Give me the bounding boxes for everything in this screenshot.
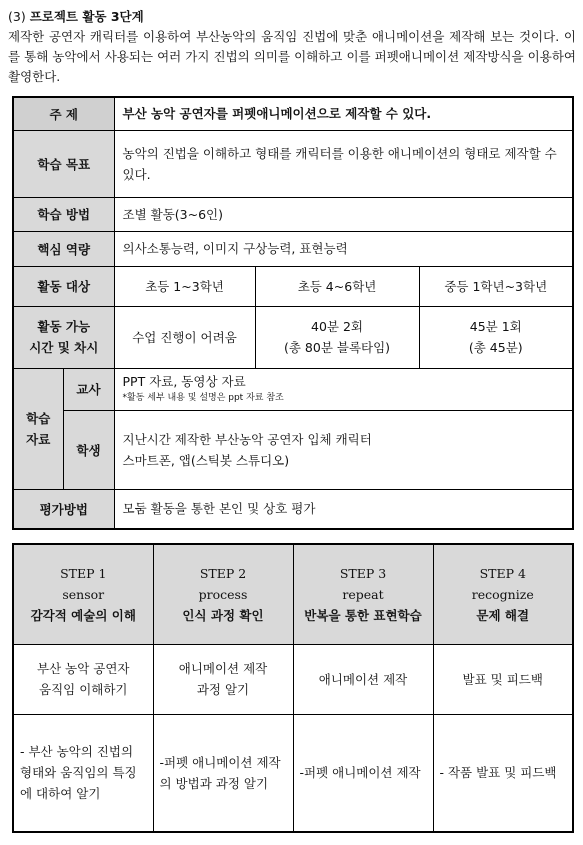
step-3-english: repeat <box>342 586 384 602</box>
row-topic <box>13 97 573 130</box>
step-3-detail: -퍼펫 애니메이션 제작 <box>293 714 433 832</box>
time-label-line1: 활동 가능 <box>37 319 91 334</box>
time-middle-line1: 45분 1회 <box>469 319 522 334</box>
student-value <box>114 410 573 489</box>
section-heading <box>8 7 144 25</box>
student-material-line1: 지난시간 제작한 부산농악 공연자 입체 캐릭터 <box>122 431 372 447</box>
topic-label: 주 제 <box>13 97 114 130</box>
step-1-korean: 감각적 예술의 이해 <box>30 607 136 623</box>
teacher-materials: PPT 자료, 동영상 자료 <box>122 373 246 389</box>
row-material-student <box>13 410 573 489</box>
step-4-number: STEP 4 <box>479 565 526 581</box>
target-middle: 중등 1학년~3학년 <box>419 266 573 306</box>
material-label-line2: 자료 <box>26 431 51 447</box>
competency-value: 의사소통능력, 이미지 구상능력, 표현능력 <box>114 231 573 266</box>
step-3-korean: 반복을 통한 표현학습 <box>304 607 422 623</box>
goal-label: 학습 목표 <box>13 130 114 197</box>
step-2-korean: 인식 과정 확인 <box>182 607 264 623</box>
step-2-summary-line1: 애니메이션 제작 <box>178 661 268 676</box>
steps-summary-row <box>13 644 573 714</box>
row-evaluation <box>13 489 573 529</box>
time-middle-line2: (총 45분) <box>468 340 523 355</box>
row-competency <box>13 231 573 266</box>
step-1-summary <box>13 644 153 714</box>
step-4-summary-line1: 발표 및 피드백 <box>462 671 543 687</box>
section-title: 프로젝트 활동 3단계 <box>29 9 144 24</box>
steps-detail-row <box>13 714 573 832</box>
target-elementary-high: 초등 4~6학년 <box>255 266 419 306</box>
step-3-number: STEP 3 <box>339 565 387 581</box>
evaluation-label: 평가방법 <box>13 489 114 529</box>
row-time <box>13 306 573 368</box>
step-4-english: recognize <box>471 586 534 602</box>
goal-value: 농악의 진법을 이해하고 형태를 캐릭터를 이용한 애니메이션의 형태로 제작할 수 있다. <box>114 130 573 197</box>
topic-value: 부산 농악 공연자를 퍼펫애니메이션으로 제작할 수 있다. <box>114 97 573 130</box>
teacher-value <box>114 368 573 410</box>
steps-table <box>12 543 574 833</box>
intro-paragraph: 제작한 공연자 캐릭터를 이용하여 부산농악의 움직임 진법에 맞춘 애니메이션을 제작해 보는 것이다. 이를 통해 농악에서 사용되는 여러 가지 진법의 의미를 이해하고 이를 퍼펫애니메이션 제작방식을 이용하여 촬영한다. <box>8 29 576 84</box>
method-label: 학습 방법 <box>13 197 114 231</box>
step-4-detail: - 작품 발표 및 피드백 <box>433 714 573 832</box>
step-4-header <box>433 544 573 644</box>
step-2-header <box>153 544 293 644</box>
step-1-english: sensor <box>62 586 105 602</box>
target-elementary-low: 초등 1~3학년 <box>114 266 255 306</box>
teacher-note: *활동 세부 내용 및 설명은 ppt 자료 참조 <box>122 392 284 403</box>
step-3-header <box>293 544 433 644</box>
step-3-summary-line1: 애니메이션 제작 <box>318 671 408 687</box>
row-target <box>13 266 573 306</box>
method-value: 조별 활동(3~6인) <box>114 197 573 231</box>
time-elementary-low <box>114 306 255 368</box>
row-goal <box>13 130 573 197</box>
time-elementary-high-line2: (총 80분 블록타임) <box>283 340 391 355</box>
step-2-summary <box>153 644 293 714</box>
time-middle <box>419 306 573 368</box>
step-3-summary <box>293 644 433 714</box>
target-label: 활동 대상 <box>13 266 114 306</box>
time-elementary-high <box>255 306 419 368</box>
competency-label: 핵심 역량 <box>13 231 114 266</box>
step-1-number: STEP 1 <box>60 565 107 581</box>
time-label-line2: 시간 및 차시 <box>29 340 99 355</box>
material-label <box>13 368 63 489</box>
step-2-detail: -퍼펫 애니메이션 제작의 방법과 과정 알기 <box>153 714 293 832</box>
step-1-summary-line1: 부산 농악 공연자 <box>37 661 130 676</box>
row-method <box>13 197 573 231</box>
evaluation-value: 모둠 활동을 통한 본인 및 상호 평가 <box>114 489 573 529</box>
step-4-summary <box>433 644 573 714</box>
row-material-teacher <box>13 368 573 410</box>
time-elementary-low-line1: 수업 진행이 어려움 <box>132 329 237 345</box>
step-1-header <box>13 544 153 644</box>
step-2-summary-line2: 과정 알기 <box>196 682 250 697</box>
step-1-summary-line2: 움직임 이해하기 <box>39 682 128 697</box>
student-material-line2: 스마트폰, 앱(스틱봇 스튜디오) <box>122 452 290 468</box>
step-2-english: process <box>198 586 248 602</box>
section-number: (3) <box>8 9 30 24</box>
step-4-korean: 문제 해결 <box>476 607 530 623</box>
material-label-line1: 학습 <box>26 410 51 426</box>
student-label: 학생 <box>63 410 114 489</box>
lesson-plan-table <box>12 96 574 530</box>
time-label <box>13 306 114 368</box>
step-2-number: STEP 2 <box>199 565 247 581</box>
teacher-label: 교사 <box>63 368 114 410</box>
steps-header-row <box>13 544 573 644</box>
step-1-detail: - 부산 농악의 진법의 형태와 움직임의 특징에 대하여 알기 <box>13 714 153 832</box>
time-elementary-high-line1: 40분 2회 <box>311 319 363 334</box>
